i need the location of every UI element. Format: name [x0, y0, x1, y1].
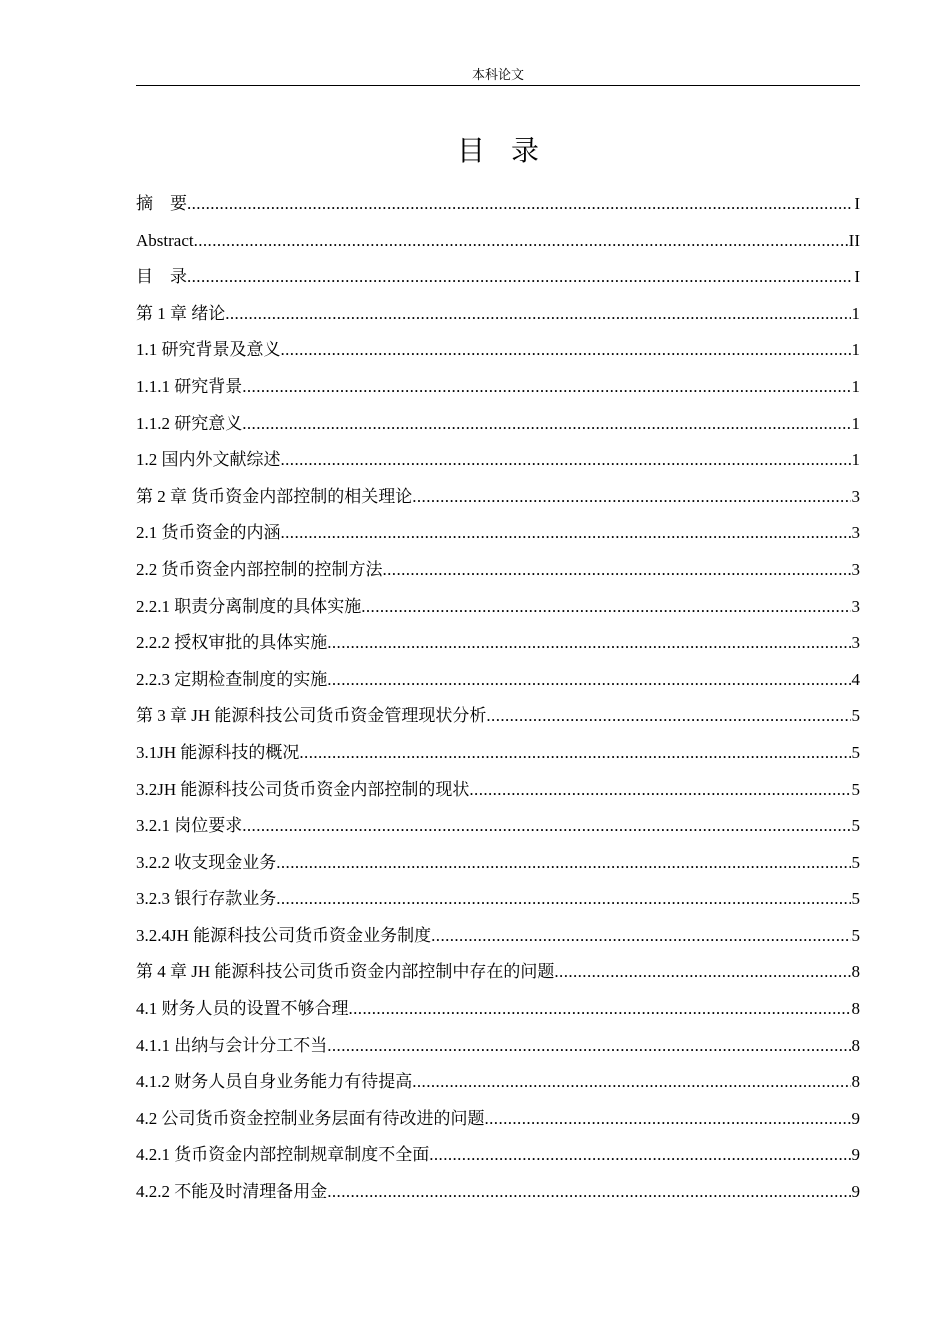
- toc-dot-leader: [276, 881, 850, 918]
- toc-dot-leader: [242, 406, 850, 443]
- toc-entry-page-number: I: [854, 194, 860, 213]
- toc-dot-leader: [327, 625, 850, 662]
- toc-entry-page-number: 5: [851, 742, 860, 762]
- toc-dot-leader: [431, 918, 850, 955]
- toc-entry-page-number: 3: [851, 633, 860, 653]
- toc-dot-leader: [469, 772, 850, 809]
- toc-entry-page-number: I: [854, 267, 860, 287]
- toc-entry[interactable]: [136, 772, 860, 809]
- toc-entry[interactable]: [136, 845, 860, 882]
- toc-entry-label: 2.2.1 职责分离制度的具体实施: [136, 596, 362, 616]
- toc-dot-leader: [281, 442, 851, 479]
- toc-entry[interactable]: [136, 1028, 860, 1065]
- toc-entry[interactable]: [136, 223, 860, 260]
- toc-dot-leader: [412, 1064, 850, 1101]
- toc-dot-leader: [187, 186, 853, 223]
- toc-entry-label: 1.1 研究背景及意义: [136, 340, 281, 360]
- toc-entry-label: 3.2.4JH 能源科技公司货币资金业务制度: [136, 925, 432, 945]
- toc-dot-leader: [242, 808, 850, 845]
- toc-entry[interactable]: [136, 1101, 860, 1138]
- toc-entry-label: 3.2JH 能源科技公司货币资金内部控制的现状: [136, 779, 470, 799]
- running-header: 本科论文: [471, 67, 524, 82]
- toc-entry[interactable]: [136, 698, 860, 735]
- toc-entry[interactable]: [136, 186, 860, 223]
- toc-entry[interactable]: [136, 1137, 860, 1174]
- toc-entry[interactable]: [136, 589, 860, 626]
- header-rule: [136, 85, 860, 86]
- toc-entry-label: 1.1.2 研究意义: [136, 413, 243, 433]
- toc-entry-label: 3.2.3 银行存款业务: [136, 889, 277, 909]
- toc-entry[interactable]: [136, 954, 860, 991]
- toc-entry-page-number: 4: [851, 669, 860, 689]
- toc-entry-label: 2.2.3 定期检查制度的实施: [136, 669, 328, 689]
- toc-dot-leader: [281, 515, 851, 552]
- toc-entry-page-number: 1: [851, 340, 860, 360]
- toc-list: [136, 186, 860, 1211]
- toc-entry-label: 第 3 章 JH 能源科技公司货币资金管理现状分析: [136, 706, 487, 726]
- toc-entry[interactable]: [136, 442, 860, 479]
- toc-dot-leader: [485, 1101, 851, 1138]
- toc-dot-leader: [281, 332, 851, 369]
- toc-entry-label: 3.1JH 能源科技的概况: [136, 742, 300, 762]
- toc-entry-page-number: 3: [851, 523, 860, 543]
- toc-entry[interactable]: [136, 479, 860, 516]
- toc-entry-label: 4.1 财务人员的设置不够合理: [136, 999, 349, 1019]
- toc-entry-label: 4.2 公司货币资金控制业务层面有待改进的问题: [136, 1108, 485, 1128]
- toc-entry-page-number: 8: [851, 962, 860, 982]
- toc-dot-leader: [327, 1028, 850, 1065]
- toc-entry[interactable]: [136, 296, 860, 333]
- toc-entry-page-number: 9: [851, 1108, 860, 1128]
- toc-entry-label: 4.2.2 不能及时清理备用金: [136, 1182, 328, 1202]
- toc-entry-page-number: 5: [851, 706, 860, 726]
- toc-entry-label: 1.1.1 研究背景: [136, 376, 243, 396]
- toc-entry[interactable]: [136, 406, 860, 443]
- toc-entry-page-number: 8: [851, 1072, 860, 1092]
- toc-entry-label: 4.1.2 财务人员自身业务能力有待提高: [136, 1072, 413, 1092]
- toc-entry-page-number: 8: [851, 999, 860, 1019]
- toc-entry-page-number: 1: [851, 376, 860, 396]
- toc-entry-label: 4.1.1 出纳与会计分工不当: [136, 1035, 328, 1055]
- toc-dot-leader: [276, 845, 850, 882]
- toc-entry-page-number: 5: [851, 925, 860, 945]
- toc-entry-page-number: 1: [851, 450, 860, 470]
- toc-entry-page-number: 5: [851, 852, 860, 872]
- toc-entry-page-number: 5: [851, 816, 860, 836]
- toc-entry-page-number: 3: [851, 559, 860, 579]
- toc-entry[interactable]: [136, 881, 860, 918]
- toc-dot-leader: [429, 1137, 850, 1174]
- toc-entry[interactable]: [136, 515, 860, 552]
- toc-entry[interactable]: [136, 662, 860, 699]
- toc-dot-leader: [554, 954, 850, 991]
- toc-entry[interactable]: [136, 259, 860, 296]
- toc-dot-leader: [486, 698, 850, 735]
- toc-entry-label: 摘 要: [136, 194, 187, 213]
- toc-entry-page-number: 1: [851, 303, 860, 323]
- toc-dot-leader: [349, 991, 851, 1028]
- toc-entry[interactable]: [136, 808, 860, 845]
- toc-entry[interactable]: [136, 369, 860, 406]
- toc-dot-leader: [242, 369, 850, 406]
- toc-entry[interactable]: [136, 552, 860, 589]
- toc-entry-page-number: 5: [851, 779, 860, 799]
- toc-entry[interactable]: [136, 1174, 860, 1211]
- toc-entry-label: 2.1 货币资金的内涵: [136, 523, 281, 543]
- toc-dot-leader: [225, 296, 850, 333]
- toc-dot-leader: [361, 589, 850, 626]
- toc-entry-label: Abstract: [136, 230, 194, 250]
- toc-dot-leader: [187, 259, 853, 296]
- toc-entry[interactable]: [136, 918, 860, 955]
- toc-dot-leader: [383, 552, 851, 589]
- toc-entry-page-number: 1: [851, 413, 860, 433]
- toc-entry-label: 3.2.2 收支现金业务: [136, 852, 277, 872]
- toc-dot-leader: [412, 479, 850, 516]
- toc-entry-label: 第 4 章 JH 能源科技公司货币资金内部控制中存在的问题: [136, 962, 555, 982]
- toc-dot-leader: [327, 662, 850, 699]
- toc-entry[interactable]: [136, 625, 860, 662]
- toc-entry-label: 4.2.1 货币资金内部控制规章制度不全面: [136, 1145, 430, 1165]
- toc-entry-page-number: 8: [851, 1035, 860, 1055]
- toc-entry-page-number: 3: [851, 486, 860, 506]
- toc-entry-label: 目 录: [136, 267, 187, 287]
- toc-entry-label: 1.2 国内外文献综述: [136, 450, 281, 470]
- toc-entry-page-number: 9: [851, 1145, 860, 1165]
- toc-entry-label: 2.2 货币资金内部控制的控制方法: [136, 559, 383, 579]
- toc-entry-page-number: 3: [851, 596, 860, 616]
- toc-entry[interactable]: [136, 735, 860, 772]
- toc-dot-leader: [299, 735, 850, 772]
- toc-entry[interactable]: [136, 1064, 860, 1101]
- toc-entry-page-number: II: [848, 230, 860, 250]
- toc-entry-page-number: 9: [851, 1182, 860, 1202]
- toc-entry-label: 3.2.1 岗位要求: [136, 816, 243, 836]
- toc-entry-page-number: 5: [851, 889, 860, 909]
- toc-entry[interactable]: [136, 332, 860, 369]
- toc-entry-label: 第 2 章 货币资金内部控制的相关理论: [136, 486, 413, 506]
- toc-title: 目录: [456, 136, 565, 167]
- toc-dot-leader: [327, 1174, 850, 1211]
- toc-entry-label: 第 1 章 绪论: [136, 303, 226, 323]
- toc-dot-leader: [194, 223, 848, 260]
- toc-entry-label: 2.2.2 授权审批的具体实施: [136, 633, 328, 653]
- toc-entry[interactable]: [136, 991, 860, 1028]
